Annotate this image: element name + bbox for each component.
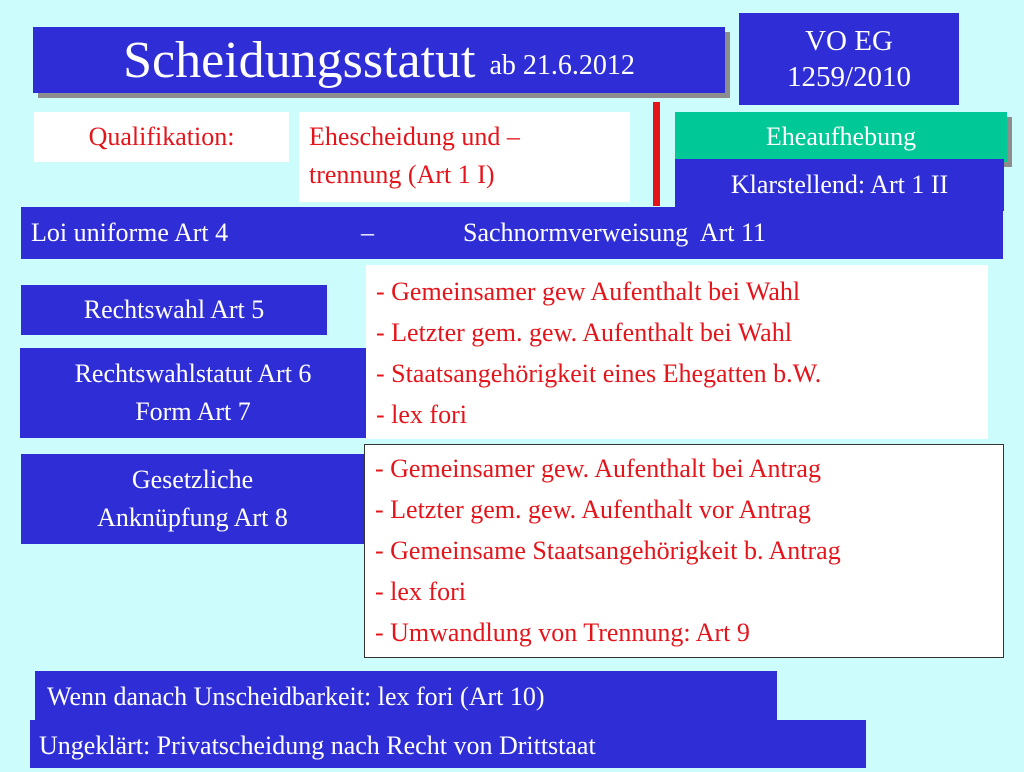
regulation-line-2: 1259/2010 — [786, 61, 912, 93]
scope-line-1: Ehescheidung und – — [309, 122, 520, 151]
scope-box — [299, 112, 630, 202]
fallback-box — [35, 671, 777, 723]
statutory-option: - Letzter gem. gew. Aufenthalt vor Antrag — [375, 495, 811, 524]
choice-options-box — [366, 265, 988, 439]
choice-label: Rechtswahl Art 5 — [83, 295, 265, 324]
statutory-option: - Gemeinsame Staatsangehörigkeit b. Antrag — [375, 536, 841, 565]
page-title: Scheidungsstatut — [123, 31, 476, 89]
choice-label-box — [21, 285, 327, 335]
universal-right: Sachnormverweisung Art 11 — [463, 218, 767, 247]
statutory-option: - Gemeinsamer gew. Aufenthalt bei Antrag — [375, 454, 821, 483]
qualification-label — [34, 112, 289, 162]
clarifying-box — [675, 159, 1004, 211]
fallback-text: Wenn danach Unscheidbarkeit: lex fori (Art 10) — [47, 682, 545, 711]
regulation-line-1: VO EG — [805, 25, 893, 57]
unresolved-text: Ungeklärt: Privatscheidung nach Recht von Drittstaat — [39, 731, 596, 760]
statutory-options-box — [364, 444, 1004, 658]
chosen-law-line-2: Form Art 7 — [135, 397, 251, 426]
chosen-law-line-1: Rechtswahlstatut Art 6 — [74, 359, 312, 388]
universal-left: Loi uniforme Art 4 — [31, 218, 229, 247]
clarifying-text: Klarstellend: Art 1 II — [730, 170, 949, 199]
universal-bar — [21, 207, 1003, 259]
statutory-line-2: Anknüpfung Art 8 — [97, 503, 288, 532]
page-subtitle: ab 21.6.2012 — [489, 50, 635, 81]
red-divider — [653, 102, 660, 206]
annulment-box — [675, 112, 1007, 162]
unresolved-box — [30, 720, 866, 768]
statutory-label-box — [21, 454, 364, 544]
statutory-option: - Umwandlung von Trennung: Art 9 — [375, 618, 750, 647]
statutory-option: - lex fori — [375, 577, 466, 606]
choice-option: - lex fori — [376, 400, 467, 429]
qualification-label-text: Qualifikation: — [88, 122, 235, 151]
regulation-badge — [739, 13, 959, 105]
universal-dash: – — [361, 218, 374, 247]
chosen-law-box — [20, 348, 366, 438]
statutory-line-1: Gesetzliche — [131, 465, 254, 494]
choice-option: - Letzter gem. gew. Aufenthalt bei Wahl — [376, 318, 792, 347]
scope-line-2: trennung (Art 1 I) — [309, 160, 495, 189]
choice-option: - Gemeinsamer gew Aufenthalt bei Wahl — [376, 277, 801, 306]
annulment-text: Eheaufhebung — [765, 122, 917, 151]
choice-option: - Staatsangehörigkeit eines Ehegatten b.W. — [376, 359, 822, 388]
title-box — [33, 27, 725, 93]
